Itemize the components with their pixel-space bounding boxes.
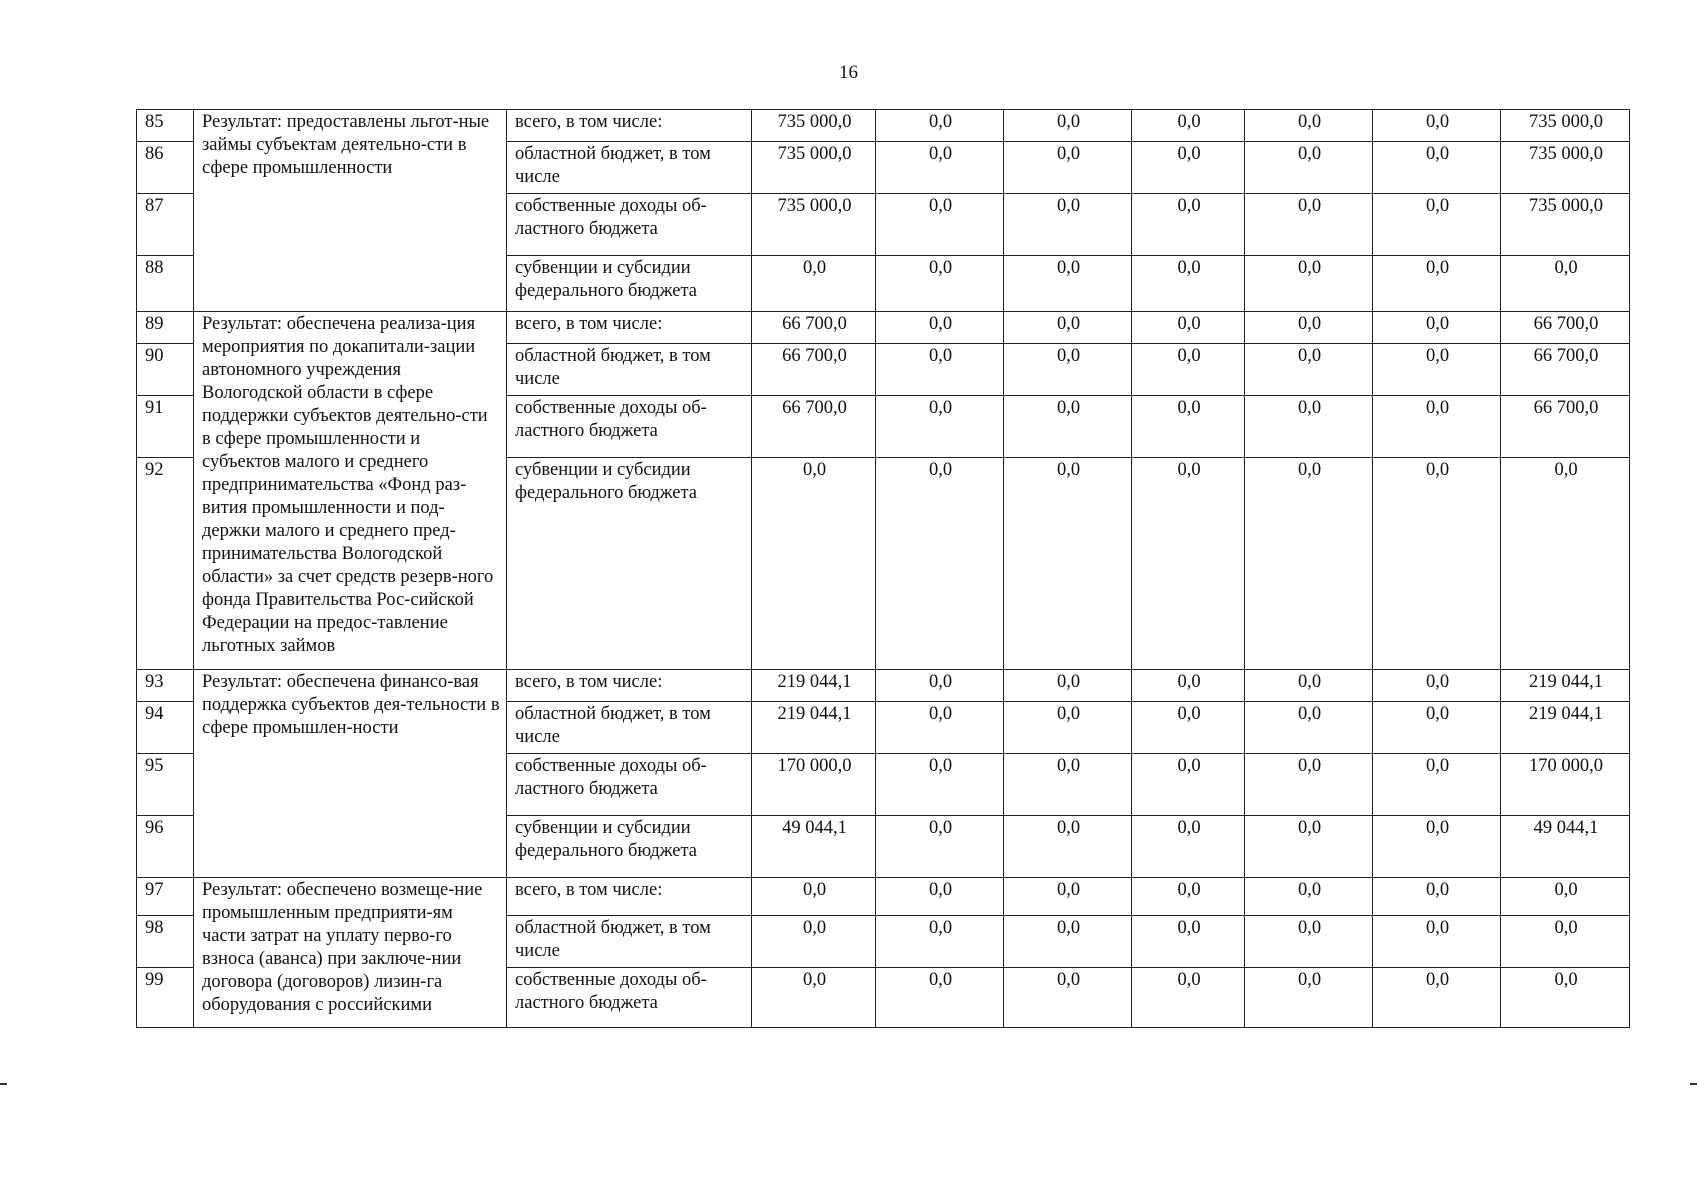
year-value: 0,0 [1004, 194, 1132, 256]
total-value: 49 044,1 [1501, 816, 1630, 878]
year-value: 0,0 [1004, 754, 1132, 816]
year-value: 0,0 [752, 968, 876, 1028]
year-value: 0,0 [1373, 458, 1501, 670]
year-value: 0,0 [1132, 194, 1245, 256]
table-row [137, 670, 1630, 702]
total-value: 735 000,0 [1501, 194, 1630, 256]
year-value: 0,0 [1373, 142, 1501, 194]
total-value: 0,0 [1501, 878, 1630, 916]
year-value: 0,0 [876, 916, 1004, 968]
year-value: 0,0 [876, 878, 1004, 916]
total-value: 66 700,0 [1501, 396, 1630, 458]
table-row [137, 110, 1630, 142]
year-value: 0,0 [1373, 878, 1501, 916]
year-value: 49 044,1 [752, 816, 876, 878]
funding-source: субвенции и субсидии федерального бюджета [507, 256, 752, 312]
year-value: 0,0 [876, 816, 1004, 878]
year-value: 0,0 [1132, 702, 1245, 754]
year-value: 0,0 [752, 916, 876, 968]
margin-mark-right [1690, 1083, 1697, 1085]
funding-source: областной бюджет, в том числе [507, 916, 752, 968]
result-description: Результат: обеспечена реализа-ция мероприятия по докапитали-зации автономного учреждения Вологодской области в сфере поддержки субъектов деятельно-сти в сфере промышленности и субъектов малого и среднего предпринимательства «Фонд раз-вития промышленности и под-держки малого и среднего пред-принимательства Вологодской области» за счет средств резерв-ного фонда Правительства Рос-сийской Федерации на предос-тавление льготных займов [194, 312, 507, 670]
row-number: 87 [137, 194, 194, 256]
year-value: 0,0 [1004, 142, 1132, 194]
year-value: 0,0 [876, 458, 1004, 670]
year-value: 0,0 [876, 670, 1004, 702]
result-description: Результат: предоставлены льгот-ные займы субъектам деятельно-сти в сфере промышленности [194, 110, 507, 312]
year-value: 0,0 [1373, 670, 1501, 702]
funding-source: всего, в том числе: [507, 110, 752, 142]
row-number: 88 [137, 256, 194, 312]
year-value: 66 700,0 [752, 344, 876, 396]
year-value: 0,0 [1132, 754, 1245, 816]
year-value: 0,0 [1004, 816, 1132, 878]
row-number: 94 [137, 702, 194, 754]
year-value: 0,0 [1004, 110, 1132, 142]
year-value: 0,0 [1245, 344, 1373, 396]
funding-source: областной бюджет, в том числе [507, 344, 752, 396]
budget-table [136, 109, 1630, 1028]
year-value: 219 044,1 [752, 670, 876, 702]
year-value: 0,0 [1132, 878, 1245, 916]
year-value: 0,0 [1132, 344, 1245, 396]
year-value: 0,0 [1373, 702, 1501, 754]
year-value: 0,0 [1004, 968, 1132, 1028]
year-value: 0,0 [1245, 754, 1373, 816]
year-value: 0,0 [876, 194, 1004, 256]
funding-source: всего, в том числе: [507, 312, 752, 344]
result-description: Результат: обеспечена финансо-вая поддержка субъектов дея-тельности в сфере промышлен-ности [194, 670, 507, 878]
year-value: 0,0 [1245, 458, 1373, 670]
year-value: 0,0 [1004, 396, 1132, 458]
year-value: 0,0 [1132, 256, 1245, 312]
total-value: 219 044,1 [1501, 702, 1630, 754]
year-value: 0,0 [1245, 142, 1373, 194]
year-value: 0,0 [1004, 702, 1132, 754]
row-number: 86 [137, 142, 194, 194]
year-value: 0,0 [1373, 344, 1501, 396]
year-value: 0,0 [752, 458, 876, 670]
row-number: 90 [137, 344, 194, 396]
total-value: 0,0 [1501, 256, 1630, 312]
total-value: 0,0 [1501, 458, 1630, 670]
funding-source: субвенции и субсидии федерального бюджета [507, 458, 752, 670]
year-value: 0,0 [876, 344, 1004, 396]
year-value: 0,0 [1132, 816, 1245, 878]
year-value: 0,0 [1373, 312, 1501, 344]
year-value: 735 000,0 [752, 142, 876, 194]
row-number: 99 [137, 968, 194, 1028]
year-value: 66 700,0 [752, 396, 876, 458]
year-value: 0,0 [1132, 312, 1245, 344]
year-value: 0,0 [1245, 816, 1373, 878]
year-value: 0,0 [752, 256, 876, 312]
year-value: 0,0 [1373, 396, 1501, 458]
row-number: 92 [137, 458, 194, 670]
year-value: 0,0 [876, 754, 1004, 816]
year-value: 0,0 [1245, 256, 1373, 312]
funding-source: субвенции и субсидии федерального бюджета [507, 816, 752, 878]
funding-source: собственные доходы об-ластного бюджета [507, 754, 752, 816]
total-value: 170 000,0 [1501, 754, 1630, 816]
total-value: 219 044,1 [1501, 670, 1630, 702]
year-value: 0,0 [1132, 110, 1245, 142]
row-number: 97 [137, 878, 194, 916]
margin-mark-left [0, 1083, 7, 1085]
year-value: 0,0 [752, 878, 876, 916]
funding-source: областной бюджет, в том числе [507, 702, 752, 754]
result-description: Результат: обеспечено возмеще-ние промышленным предприяти-ям части затрат на уплату перво-го взноса (аванса) при заключе-нии договора (договоров) лизин-га оборудования с российскими [194, 878, 507, 1028]
funding-source: всего, в том числе: [507, 878, 752, 916]
year-value: 170 000,0 [752, 754, 876, 816]
table-row [137, 312, 1630, 344]
total-value: 0,0 [1501, 968, 1630, 1028]
year-value: 0,0 [1004, 878, 1132, 916]
year-value: 0,0 [876, 968, 1004, 1028]
year-value: 735 000,0 [752, 110, 876, 142]
year-value: 0,0 [1245, 312, 1373, 344]
funding-source: областной бюджет, в том числе [507, 142, 752, 194]
year-value: 0,0 [1245, 194, 1373, 256]
year-value: 0,0 [1004, 256, 1132, 312]
year-value: 0,0 [1132, 968, 1245, 1028]
row-number: 93 [137, 670, 194, 702]
year-value: 0,0 [1373, 194, 1501, 256]
year-value: 0,0 [876, 312, 1004, 344]
year-value: 0,0 [1132, 396, 1245, 458]
year-value: 0,0 [1373, 816, 1501, 878]
funding-source: собственные доходы об-ластного бюджета [507, 194, 752, 256]
funding-source: собственные доходы об-ластного бюджета [507, 968, 752, 1028]
year-value: 0,0 [1245, 878, 1373, 916]
page-number: 16 [839, 62, 858, 83]
year-value: 0,0 [876, 256, 1004, 312]
year-value: 0,0 [876, 110, 1004, 142]
year-value: 0,0 [1373, 256, 1501, 312]
year-value: 0,0 [1004, 916, 1132, 968]
row-number: 98 [137, 916, 194, 968]
year-value: 0,0 [1373, 968, 1501, 1028]
table-body [137, 110, 1630, 1028]
year-value: 0,0 [1373, 754, 1501, 816]
year-value: 66 700,0 [752, 312, 876, 344]
total-value: 0,0 [1501, 916, 1630, 968]
year-value: 735 000,0 [752, 194, 876, 256]
year-value: 0,0 [1004, 312, 1132, 344]
total-value: 735 000,0 [1501, 110, 1630, 142]
year-value: 0,0 [876, 142, 1004, 194]
row-number: 85 [137, 110, 194, 142]
table-row [137, 878, 1630, 916]
year-value: 0,0 [1245, 396, 1373, 458]
row-number: 91 [137, 396, 194, 458]
year-value: 0,0 [876, 702, 1004, 754]
year-value: 0,0 [1004, 344, 1132, 396]
year-value: 0,0 [1245, 916, 1373, 968]
year-value: 0,0 [1004, 458, 1132, 670]
year-value: 0,0 [876, 396, 1004, 458]
row-number: 95 [137, 754, 194, 816]
year-value: 0,0 [1245, 702, 1373, 754]
year-value: 0,0 [1132, 458, 1245, 670]
total-value: 66 700,0 [1501, 344, 1630, 396]
row-number: 96 [137, 816, 194, 878]
total-value: 735 000,0 [1501, 142, 1630, 194]
year-value: 0,0 [1245, 670, 1373, 702]
funding-source: всего, в том числе: [507, 670, 752, 702]
year-value: 0,0 [1004, 670, 1132, 702]
row-number: 89 [137, 312, 194, 344]
year-value: 0,0 [1132, 916, 1245, 968]
year-value: 0,0 [1373, 110, 1501, 142]
year-value: 0,0 [1373, 916, 1501, 968]
year-value: 0,0 [1245, 110, 1373, 142]
year-value: 0,0 [1132, 142, 1245, 194]
year-value: 219 044,1 [752, 702, 876, 754]
total-value: 66 700,0 [1501, 312, 1630, 344]
funding-source: собственные доходы об-ластного бюджета [507, 396, 752, 458]
year-value: 0,0 [1132, 670, 1245, 702]
year-value: 0,0 [1245, 968, 1373, 1028]
